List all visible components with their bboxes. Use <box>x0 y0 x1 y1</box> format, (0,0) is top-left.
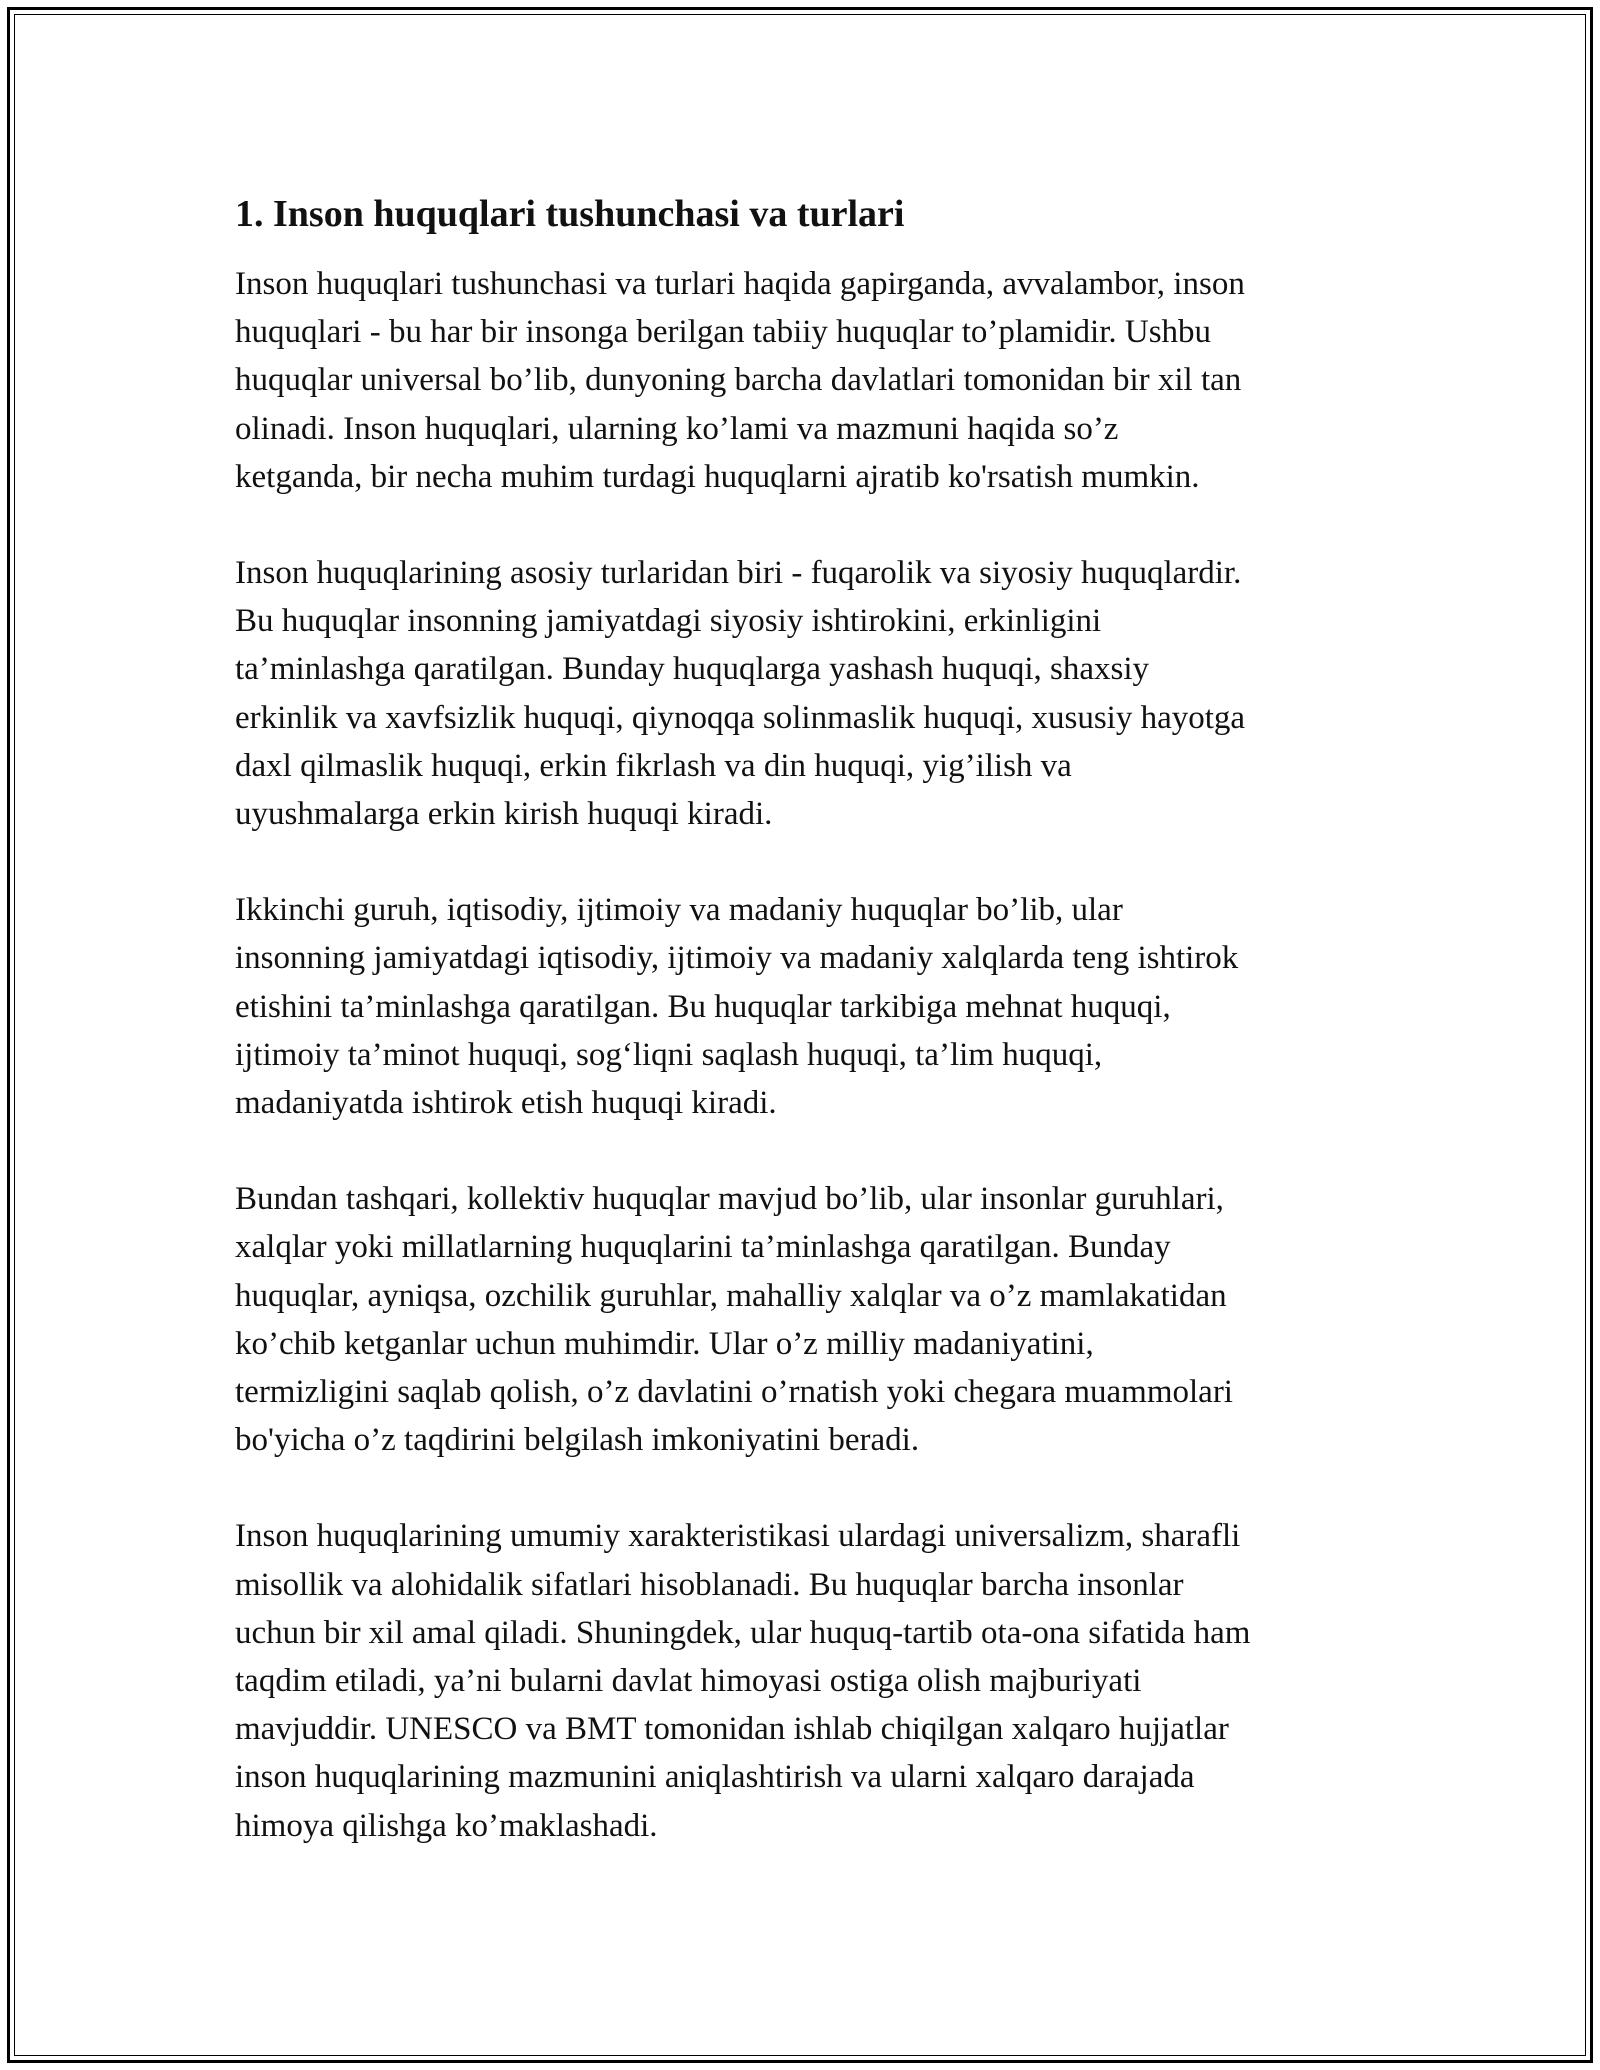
paragraph-line: misollik va alohidalik sifatlari hisoblanadi. Bu huquqlar barcha insonlar <box>235 1566 1184 1603</box>
paragraph-line: Inson huquqlarining umumiy xarakteristikasi ulardagi universalizm, sharafli <box>235 1518 1241 1555</box>
paragraph-2 <box>235 549 1375 838</box>
paragraph-line: olinadi. Inson huquqlari, ularning ko’lami va mazmuni haqida so’z <box>235 410 1119 447</box>
paragraph-line: daxl qilmaslik huquqi, erkin fikrlash va din huquqi, yig’ilish va <box>235 747 1072 784</box>
paragraph-line: uchun bir xil amal qiladi. Shuningdek, ular huquq-tartib ota-ona sifatida ham <box>235 1614 1251 1651</box>
paragraph-line: Inson huquqlari tushunchasi va turlari haqida gapirganda, avvalambor, inson <box>235 266 1245 302</box>
section-heading: 1. Inson huquqlari tushunchasi va turlari <box>235 193 905 235</box>
paragraph-line: ijtimoiy ta’minot huquqi, sog‘liqni saqlash huquqi, ta’lim huquqi, <box>235 1036 1103 1073</box>
paragraph-line: Inson huquqlarining asosiy turlaridan biri - fuqarolik va siyosiy huquqlardir. <box>235 555 1242 592</box>
paragraph-line: ta’minlashga qaratilgan. Bunday huquqlarga yashash huquqi, shaxsiy <box>235 651 1150 688</box>
paragraph-5 <box>235 1512 1375 1849</box>
document-body <box>235 190 1375 1898</box>
paragraph-line: inson huquqlarining mazmunini aniqlashtirish va ularni xalqaro darajada <box>235 1759 1195 1796</box>
paragraph-line: ketganda, bir necha muhim turdagi huquqlarni ajratib ko'rsatish mumkin. <box>235 458 1200 495</box>
paragraph-line: Bu huquqlar insonning jamiyatdagi siyosiy ishtirokini, erkinligini <box>235 603 1102 640</box>
paragraph-line: ko’chib ketganlar uchun muhimdir. Ular o’z milliy madaniyatini, <box>235 1325 1094 1362</box>
paragraph-line: Bundan tashqari, kollektiv huquqlar mavjud bo’lib, ular insonlar guruhlari, <box>235 1181 1224 1218</box>
paragraph-line: bo'yicha o’z taqdirini belgilash imkoniyatini beradi. <box>235 1422 920 1459</box>
paragraph-line: Ikkinchi guruh, iqtisodiy, ijtimoiy va madaniy huquqlar bo’lib, ular <box>235 892 1123 929</box>
paragraph-line: taqdim etiladi, ya’ni bularni davlat himoyasi ostiga olish majburiyati <box>235 1663 1142 1700</box>
paragraph-line: huquqlar universal bo’lib, dunyoning barcha davlatlari tomonidan bir xil tan <box>235 362 1242 399</box>
paragraph-3 <box>235 886 1375 1127</box>
paragraph-line: erkinlik va xavfsizlik huquqi, qiynoqqa solinmaslik huquqi, xususiy hayotga <box>235 699 1246 736</box>
paragraph-line: insonning jamiyatdagi iqtisodiy, ijtimoiy va madaniy xalqlarda teng ishtirok <box>235 940 1239 977</box>
paragraph-line: huquqlar, ayniqsa, ozchilik guruhlar, mahalliy xalqlar va o’z mamlakatidan <box>235 1277 1227 1314</box>
paragraph-line: himoya qilishga ko’maklashadi. <box>235 1807 658 1844</box>
paragraph-4 <box>235 1175 1375 1464</box>
paragraph-1 <box>235 260 1375 501</box>
paragraph-line: uyushmalarga erkin kirish huquqi kiradi. <box>235 796 773 833</box>
paragraph-line: xalqlar yoki millatlarning huquqlarini ta’minlashga qaratilgan. Bunday <box>235 1229 1171 1266</box>
paragraph-line: etishini ta’minlashga qaratilgan. Bu huquqlar tarkibiga mehnat huquqi, <box>235 988 1171 1025</box>
paragraph-line: termizligini saqlab qolish, o’z davlatini o’rnatish yoki chegara muammolari <box>235 1374 1233 1411</box>
paragraph-line: madaniyatda ishtirok etish huquqi kiradi. <box>235 1085 777 1122</box>
paragraph-line: mavjuddir. UNESCO va BMT tomonidan ishlab chiqilgan xalqaro hujjatlar <box>235 1711 1229 1748</box>
paragraph-line: huquqlari - bu har bir insonga berilgan tabiiy huquqlar to’plamidir. Ushbu <box>235 314 1212 351</box>
